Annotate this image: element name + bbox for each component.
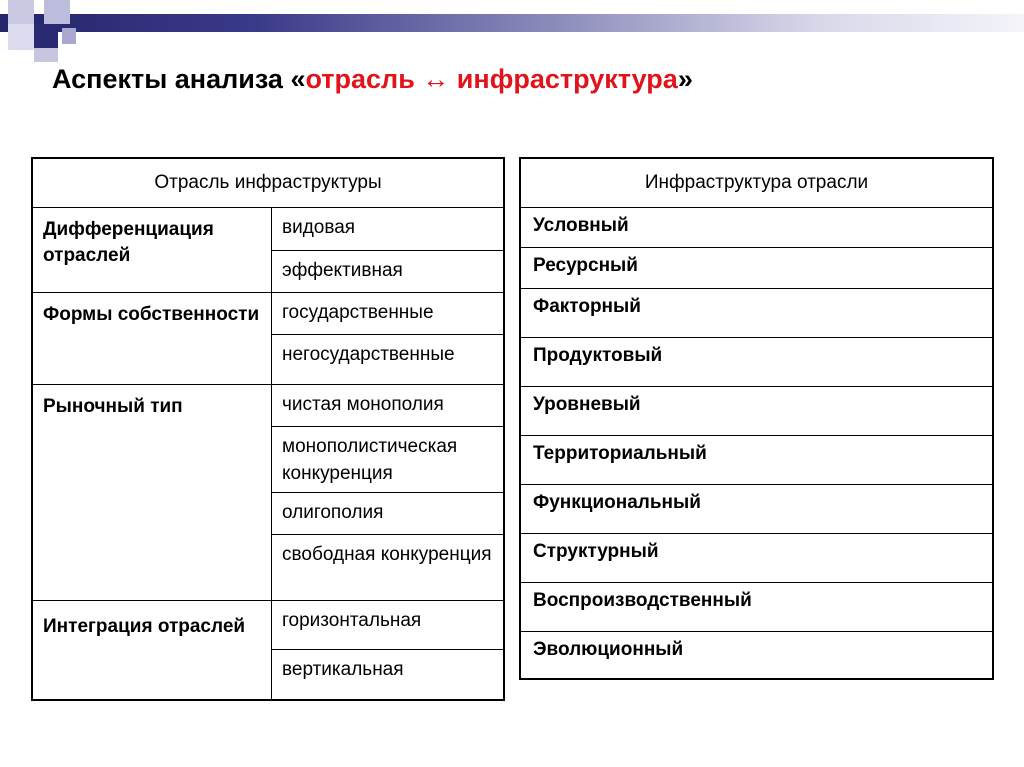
list-item: Эволюционный [520, 631, 993, 679]
header-gradient-bar [0, 14, 1024, 32]
list-item: Факторный [520, 288, 993, 337]
aspect-cell: Рыночный тип [32, 384, 272, 600]
title-suffix: » [677, 64, 693, 94]
value-cell: государственные [272, 292, 505, 334]
value-cell: вертикальная [272, 649, 505, 700]
list-item: Территориальный [520, 435, 993, 484]
list-item: Продуктовый [520, 337, 993, 386]
infrastructure-types-table [519, 157, 994, 680]
title-highlight: отрасль ↔ инфраструктура [305, 64, 678, 94]
decor-square [8, 0, 34, 24]
list-item: Условный [520, 207, 993, 247]
list-item: Функциональный [520, 484, 993, 533]
value-cell: чистая монополия [272, 384, 505, 426]
table-header: Инфраструктура отрасли [520, 158, 993, 207]
value-cell: эффективная [272, 250, 505, 292]
table-header: Отрасль инфраструктуры [32, 158, 504, 207]
value-cell: свободная конкуренция [272, 534, 505, 600]
value-cell: олигополия [272, 492, 505, 534]
aspect-cell: Интеграция отраслей [32, 600, 272, 700]
page-title [52, 64, 693, 95]
value-cell: монополистическая конкуренция [272, 426, 505, 492]
decor-square [34, 48, 58, 62]
value-cell: видовая [272, 207, 505, 250]
value-cell: негосударственные [272, 334, 505, 384]
title-prefix: Аспекты анализа « [52, 64, 306, 94]
value-cell: горизонтальная [272, 600, 505, 649]
aspect-cell: Дифференциация отраслей [32, 207, 272, 292]
aspect-cell: Формы собственности [32, 292, 272, 384]
decor-square [8, 24, 34, 50]
decor-square [34, 24, 58, 48]
decor-square [62, 28, 76, 44]
list-item: Воспроизводственный [520, 582, 993, 631]
industry-aspects-table [31, 157, 505, 701]
list-item: Уровневый [520, 386, 993, 435]
list-item: Структурный [520, 533, 993, 582]
list-item: Ресурсный [520, 247, 993, 288]
decor-square [44, 0, 70, 24]
